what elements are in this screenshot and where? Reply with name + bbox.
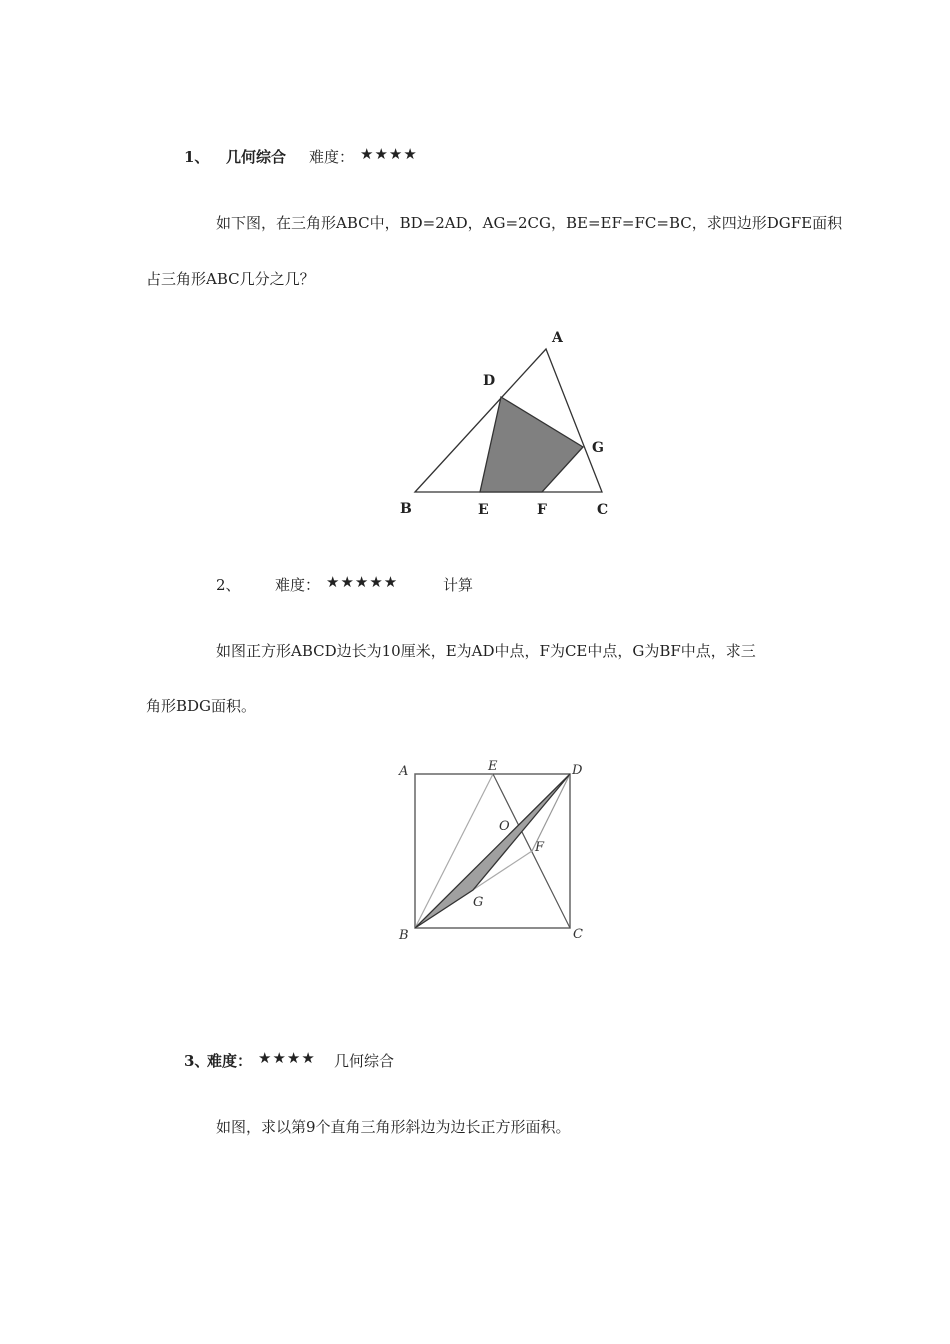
- label-f: F: [537, 502, 547, 518]
- label-e: E: [488, 759, 498, 774]
- triangle-abc-figure: [390, 322, 630, 522]
- problem3-topic: 几何综合: [334, 1052, 395, 1070]
- quadrilateral-dgfe: [480, 397, 583, 492]
- problem2-difficulty-label: 难度：: [275, 576, 321, 594]
- problem3-number: 3、: [184, 1052, 210, 1070]
- label-c: C: [573, 927, 583, 942]
- label-d: D: [483, 373, 496, 389]
- label-a: A: [399, 764, 409, 779]
- label-c: C: [597, 502, 609, 518]
- problem2-stars: ★★★★★: [326, 573, 399, 591]
- problem3-difficulty-label: 难度：: [207, 1052, 253, 1070]
- label-g: G: [592, 440, 604, 456]
- problem1-text-line2: 占三角形ABC几分之几？: [146, 270, 315, 288]
- problem1-topic: 几何综合: [226, 148, 287, 166]
- problem3-stars: ★★★★: [258, 1049, 316, 1067]
- problem1-difficulty-label: 难度：: [309, 148, 355, 166]
- triangle-bdg: [415, 774, 570, 928]
- label-g: G: [473, 895, 484, 910]
- problem2-topic: 计算: [443, 576, 474, 594]
- label-b: B: [399, 928, 409, 943]
- problem2-text-line2: 角形BDG面积。: [146, 697, 257, 715]
- label-f: F: [535, 840, 545, 855]
- problem3-text-line1: 如图，求以第9个直角三角形斜边为边长正方形面积。: [216, 1118, 571, 1136]
- square-abcd-figure: [390, 752, 600, 952]
- problem1-stars: ★★★★: [360, 145, 418, 163]
- label-b: B: [400, 501, 412, 517]
- problem2-number: 2、: [216, 576, 241, 594]
- problem2-text-line1: 如图正方形ABCD边长为10厘米，E为AD中点，F为CE中点，G为BF中点，求三: [216, 642, 756, 660]
- problem1-number: 1、: [184, 148, 210, 166]
- label-e: E: [478, 502, 489, 518]
- label-o: O: [499, 819, 510, 834]
- problem1-text-line1: 如下图，在三角形ABC中，BD=2AD，AG=2CG，BE=EF=FC=BC，求四边形DGFE面积: [216, 214, 843, 232]
- label-a: A: [552, 330, 563, 346]
- label-d: D: [572, 763, 583, 778]
